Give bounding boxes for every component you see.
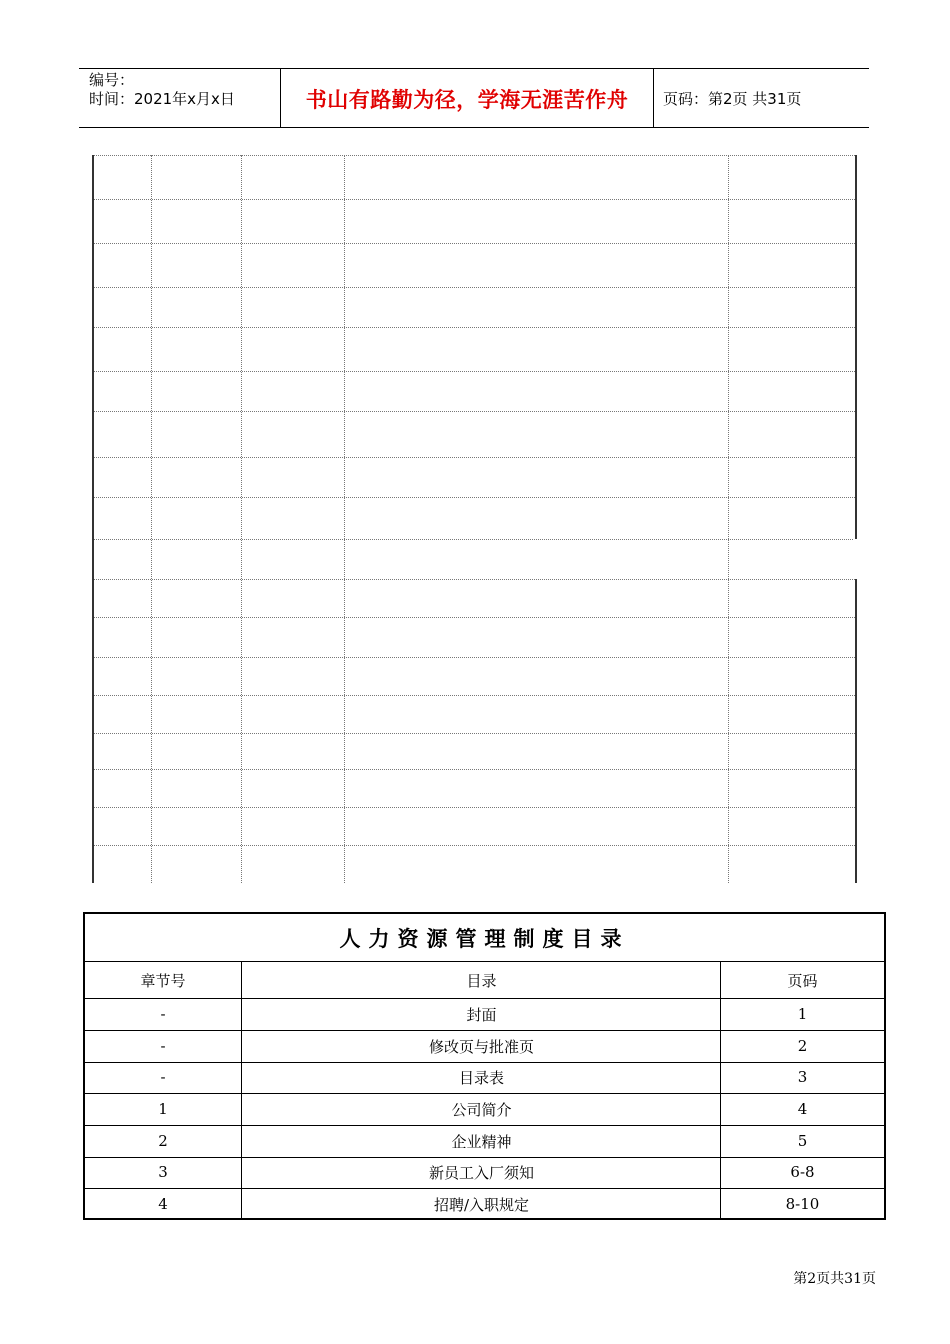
grid-row-line bbox=[94, 287, 855, 288]
grid-row-line bbox=[94, 327, 855, 328]
toc-cell-item: 新员工入厂须知 bbox=[241, 1156, 721, 1188]
header-meta bbox=[89, 71, 279, 109]
document-code: 编号： bbox=[89, 71, 135, 89]
grid-column-line bbox=[344, 155, 345, 883]
grid-row-line bbox=[94, 733, 855, 734]
toc-cell-chapter: - bbox=[160, 1005, 166, 1023]
toc-cell-page: 2 bbox=[720, 1030, 884, 1062]
toc-cell-chapter: 4 bbox=[158, 1195, 168, 1213]
grid-column-line bbox=[241, 155, 242, 883]
toc-table bbox=[83, 912, 886, 1220]
toc-cell-item: 公司简介 bbox=[241, 1093, 721, 1125]
toc-cell-page: 1 bbox=[720, 998, 884, 1030]
grid-row-line bbox=[94, 579, 855, 580]
toc-cell-chapter: 1 bbox=[158, 1100, 168, 1118]
toc-cell-page: 8-10 bbox=[720, 1188, 884, 1220]
header-page-number: 页码：第2页 共31页 bbox=[663, 90, 802, 108]
toc-cell-item: 封面 bbox=[241, 998, 721, 1030]
toc-cell-page: 4 bbox=[720, 1093, 884, 1125]
toc-cell-item: 修改页与批准页 bbox=[241, 1030, 721, 1062]
toc-header-chapter: 章节号 bbox=[140, 971, 186, 990]
toc-title: 人力资源管理制度目录 bbox=[85, 914, 884, 962]
grid-row-line bbox=[94, 497, 855, 498]
grid-row-line bbox=[94, 617, 855, 618]
revision-grid bbox=[92, 155, 857, 883]
page-header bbox=[79, 68, 869, 128]
grid-row-line bbox=[94, 695, 855, 696]
grid-row-line bbox=[94, 769, 855, 770]
header-motto: 书山有路勤为径，学海无涯苦作舟 bbox=[305, 87, 629, 112]
grid-row-line bbox=[94, 539, 855, 540]
grid-column-line bbox=[151, 155, 152, 883]
header-divider bbox=[653, 69, 654, 128]
toc-cell-chapter: - bbox=[160, 1037, 166, 1055]
table-row bbox=[85, 998, 884, 1031]
toc-header-item: 目录 bbox=[241, 962, 721, 998]
toc-cell-chapter: 3 bbox=[158, 1163, 168, 1181]
table-row bbox=[85, 1188, 884, 1220]
toc-cell-chapter: - bbox=[160, 1068, 166, 1086]
grid-row-line bbox=[94, 657, 855, 658]
document-date: 时间：2021年x月x日 bbox=[89, 90, 235, 108]
toc-header-page: 页码 bbox=[720, 962, 884, 998]
page-footer: 第2页共31页 bbox=[793, 1271, 876, 1287]
grid-row-line bbox=[94, 457, 855, 458]
grid-row-line bbox=[94, 243, 855, 244]
table-row bbox=[85, 1125, 884, 1158]
grid-row-line bbox=[94, 411, 855, 412]
table-row bbox=[85, 1156, 884, 1189]
grid-top-border bbox=[94, 155, 855, 156]
toc-cell-item: 目录表 bbox=[241, 1061, 721, 1093]
toc-cell-item: 招聘/入职规定 bbox=[241, 1188, 721, 1220]
grid-row-line bbox=[94, 371, 855, 372]
toc-cell-page: 3 bbox=[720, 1061, 884, 1093]
grid-border-gap bbox=[854, 539, 857, 579]
grid-row-line bbox=[94, 845, 855, 846]
toc-header-row bbox=[85, 962, 884, 999]
table-row bbox=[85, 1061, 884, 1094]
table-row bbox=[85, 1093, 884, 1126]
toc-cell-item: 企业精神 bbox=[241, 1125, 721, 1157]
grid-column-line bbox=[728, 155, 729, 883]
grid-row-line bbox=[94, 807, 855, 808]
toc-cell-page: 5 bbox=[720, 1125, 884, 1157]
toc-cell-page: 6-8 bbox=[720, 1156, 884, 1188]
toc-cell-chapter: 2 bbox=[158, 1132, 168, 1150]
grid-row-line bbox=[94, 199, 855, 200]
table-row bbox=[85, 1030, 884, 1063]
